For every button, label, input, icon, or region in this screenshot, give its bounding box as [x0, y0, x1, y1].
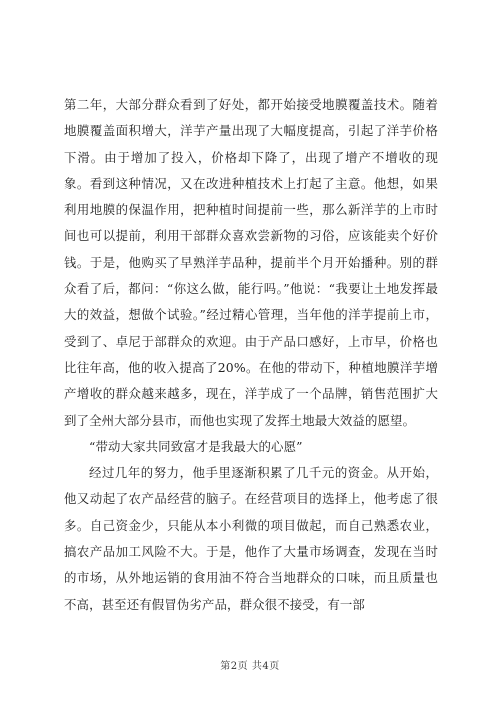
section-heading: “带动大家共同致富才是我最大的心愿”: [89, 438, 303, 454]
paragraph-2: 经过几年的努力，他手里逐渐积累了几千元的资金。从开始，他又动起了农产品经营的脑子。在经营项目的选择上，他考虑了很多。自己资金少，只能从本小利微的项目做起，而自己熟悉农业，搞农产品加工风险不大。于是，他作了大量市场调查，发现在当时的市场，从外地运销的食用油不符合当地群众的口味，而且质量也不高，甚至还有假冒伪劣产品，群众很不接受，有一部: [64, 465, 438, 612]
paragraph-1: 第二年，大部分群众看到了好处，都开始接受地膜覆盖技术。随着地膜覆盖面积增大，洋芋产量出现了大幅度提高，引起了洋芋价格下滑。由于增加了投入，价格却下降了，出现了增产不增收的现象。看到这种情况，又在改进种植技术上打起了主意。他想，如果利用地膜的保温作用，把种植时间提前一些，那么新洋芋的上市时间也可以提前，利用干部群众喜欢尝新物的习俗，应该能卖个好价钱。于是，他购买了早熟洋芋品种，提前半个月开始播种。别的群众看了后，都问：“你这么做，能行吗。”他说：“我要让土地发挥最大的效益，想做个试验。”经过精心管理，当年他的洋芋提前上市，受到了、卓尼于部群众的欢迎。由于产品口感好，上市早，价格也比往年高，他的收入提高了20%。在他的带动下，种植地膜洋芋增产增收的群众越来越多，现在，洋芋成了一个品牌，销售范围扩大到了全州大部分县市，而他也实现了发挥土地最大效益的愿望。: [64, 97, 438, 428]
document-body: [64, 92, 438, 618]
page-footer: 第2页 共4页: [220, 661, 280, 672]
